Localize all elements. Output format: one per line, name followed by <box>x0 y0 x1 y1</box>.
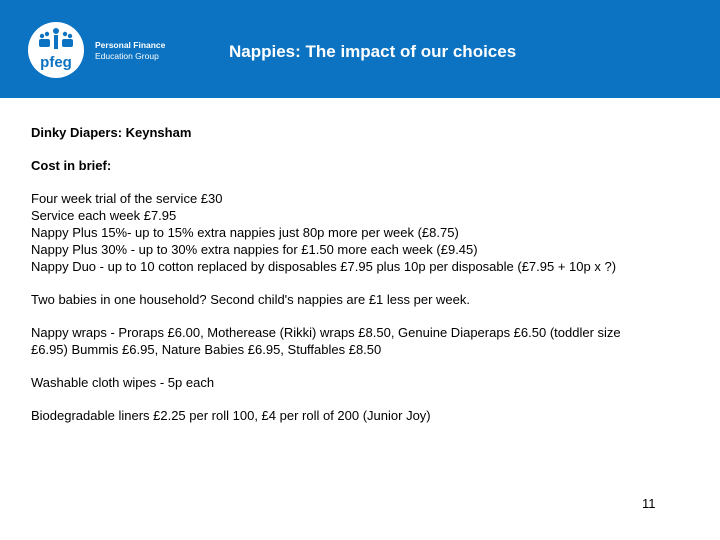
svg-text:pfeg: pfeg <box>40 54 72 71</box>
liners-note: Biodegradable liners £2.25 per roll 100, £4 per roll of 200 (Junior Joy) <box>31 408 431 423</box>
two-babies-note: Two babies in one household? Second child's nappies are £1 less per week. <box>31 292 470 307</box>
page-number: 11 <box>642 496 656 511</box>
heading: Dinky Diapers: Keynsham <box>31 125 192 140</box>
header-banner <box>0 0 720 98</box>
cost-line: Nappy Duo - up to 10 cotton replaced by disposables £7.95 plus 10p per disposable (£7.95 + 10p x ?) <box>31 259 617 274</box>
pfeg-logo <box>28 22 84 78</box>
cost-list <box>31 190 691 275</box>
subheading: Cost in brief: <box>31 158 112 173</box>
org-name <box>95 40 165 62</box>
slide-title: Nappies: The impact of our choices <box>229 42 517 61</box>
cost-line: Nappy Plus 30% - up to 30% extra nappies for £1.50 more each week (£9.45) <box>31 242 478 257</box>
slide-body <box>31 124 691 440</box>
org-name-line2: Education Group <box>95 51 159 61</box>
wipes-note: Washable cloth wipes - 5p each <box>31 375 215 390</box>
org-name-line1: Personal Finance <box>95 40 166 50</box>
people-icon <box>28 22 84 78</box>
cost-line: Service each week £7.95 <box>31 208 177 223</box>
wraps-note: Nappy wraps - Proraps £6.00, Motherease (Rikki) wraps £8.50, Genuine Diaperaps £6.50 (toddler size £6.95) Bummis £6.95, Nature Babies £6.95, Stuffables £8.50 <box>31 325 621 357</box>
cost-line: Four week trial of the service £30 <box>31 191 223 206</box>
cost-line: Nappy Plus 15%- up to 15% extra nappies just 80p more per week (£8.75) <box>31 225 459 240</box>
